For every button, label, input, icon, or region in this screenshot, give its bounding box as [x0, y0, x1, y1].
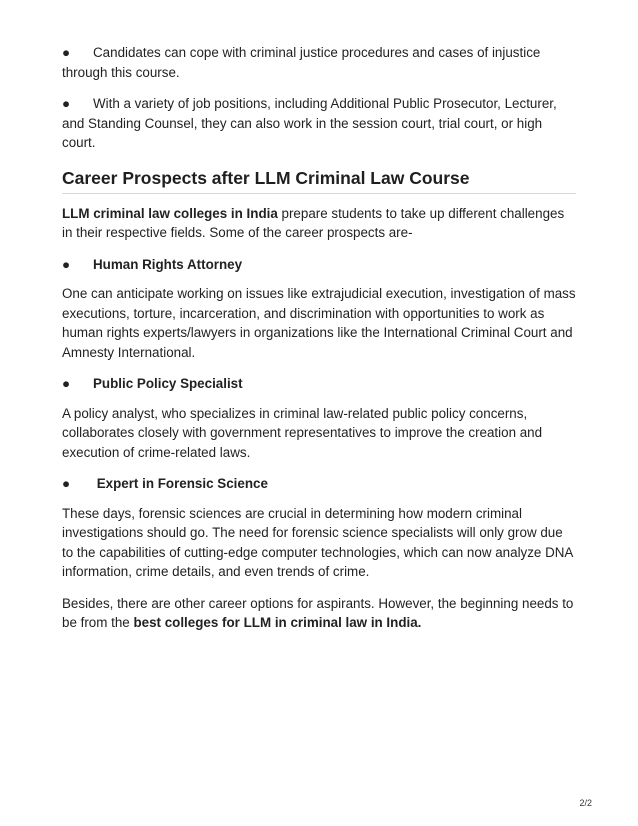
closing-keyword-link: best colleges for LLM in criminal law in India.: [133, 615, 422, 630]
bullet-marker: ●: [62, 376, 71, 391]
section-intro: [62, 204, 576, 243]
document-page: [62, 43, 576, 645]
bullet-marker: ●: [62, 256, 71, 272]
bullet-text: With a variety of job positions, including Additional Public Prosecutor, Lecturer, and Standing Counsel, they can also work in the session court, trial court, or high court.: [62, 96, 557, 150]
bullet-marker: ●: [62, 476, 71, 491]
prospect-description: One can anticipate working on issues like extrajudicial execution, investigation of mass executions, torture, incarceration, and discrimination with opportunities to work as human rights experts/lawyers in organizations like the International Criminal Court and Amnesty International.: [62, 286, 576, 360]
section-heading: Career Prospects after LLM Criminal Law Course: [62, 167, 576, 194]
closing-paragraph: [62, 594, 576, 633]
intro-keyword-link: LLM criminal law colleges in India: [62, 205, 278, 221]
bullet-marker: ●: [62, 45, 71, 60]
closing-text: Besides, there are other career options for aspirants. However, the beginning needs to be from the: [62, 595, 574, 630]
prospect-title: Expert in Forensic Science: [93, 476, 268, 491]
prospect-title: Public Policy Specialist: [93, 376, 243, 391]
prospect-description: A policy analyst, who specializes in criminal law-related public policy concerns, collaborates closely with government representatives to improve the creation and execution of crime-related laws.: [62, 405, 543, 460]
prospect-title: Human Rights Attorney: [93, 256, 243, 272]
bullet-marker: ●: [62, 96, 71, 111]
prospect-title-human-rights: [62, 255, 576, 275]
prospect-description: These days, forensic sciences are crucial in determining how modern criminal investigations should go. The need for forensic science specialists will only grow due to the capabilities of cutting-edge computer technologies, which can now analyze DNA information, crime details, and even trends of crime.: [62, 505, 573, 579]
page-number: 2/2: [579, 798, 592, 808]
bullet-text: Candidates can cope with criminal justice procedures and cases of injustice through this course.: [62, 45, 541, 80]
intro-text: prepare students to take up different challenges in their respective fields. Some of the career prospects are-: [62, 205, 565, 240]
bullet-item: [62, 43, 576, 82]
bullet-item: [62, 94, 576, 153]
prospect-title-forensic: [62, 474, 576, 494]
prospect-title-public-policy: [62, 374, 576, 394]
